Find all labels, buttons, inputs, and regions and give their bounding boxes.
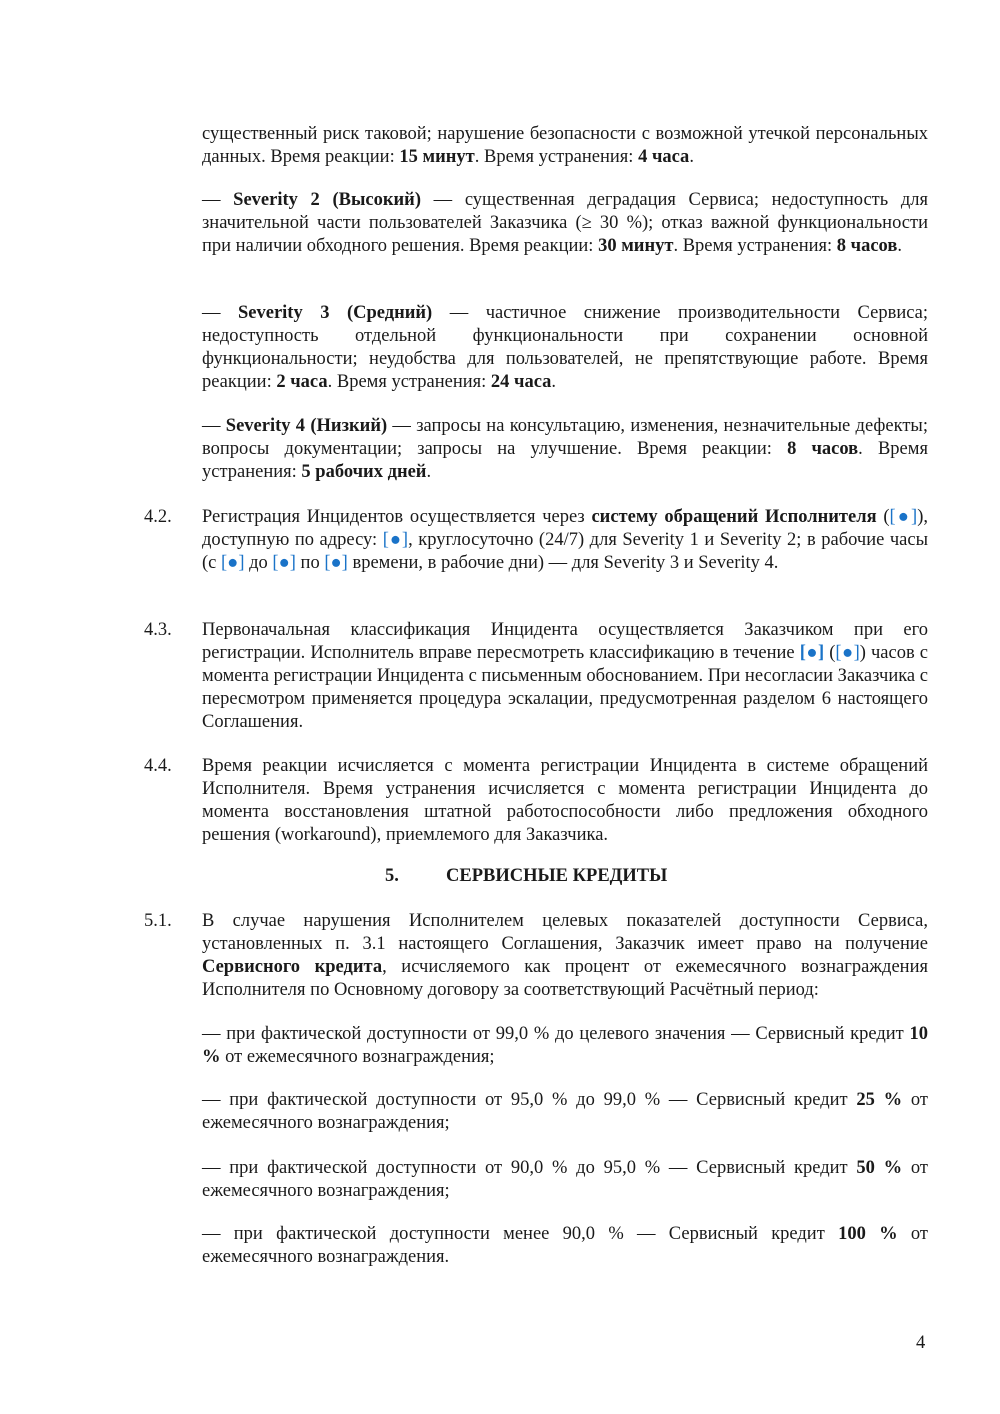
credit-tier-10 (202, 1023, 928, 1069)
bold-text: 24 часа (490, 372, 552, 392)
page-number: 4 (916, 1333, 926, 1353)
text-run: Время реакции исчисляется с момента регистрации Инцидента в системе обращений Исполнителя. Время устранения исчисляется с момента регистрации Инцидента до момента восстановления штатной работоспособности либо предложения обходного решения (workaround), приемлемого для Заказчика. (202, 756, 928, 845)
placeholder-marker: [●] (382, 530, 409, 550)
text-run: от ежемесячного вознаграждения. (202, 1224, 929, 1267)
severity-4-item (202, 415, 928, 484)
bold-text: 5 рабочих дней (301, 462, 427, 482)
text-run: от ежемесячного вознаграждения; (202, 1090, 929, 1133)
placeholder-marker: [●] (799, 643, 825, 663)
text-run: — (202, 416, 226, 436)
severity-3-item (202, 302, 928, 394)
severity-1-continuation (202, 123, 928, 169)
bold-text: 10 % (202, 1024, 928, 1067)
placeholder-marker: [●] (324, 553, 348, 573)
bold-text: 100 % (838, 1224, 898, 1244)
placeholder-marker: [●] (889, 507, 918, 527)
bold-text: 2 часа (276, 372, 328, 392)
clause-number-4-3: 4.3. (144, 620, 172, 640)
text-run: по (295, 553, 325, 573)
bold-text: 8 часов (787, 439, 859, 459)
bold-text: 30 минут (598, 236, 674, 256)
bold-text: 50 % (856, 1158, 903, 1178)
text-run: — (202, 190, 234, 210)
text-run: . (551, 372, 557, 392)
clause-number-4-4: 4.4. (144, 756, 172, 776)
clause-4-4-text (202, 755, 928, 847)
bold-text: систему обращений Исполнителя (591, 507, 877, 527)
text-run: ) часов с момента регистрации Инцидента с письменным обоснованием. При несогласии Заказчика с пересмотром применяется процедура эскалации, предусмотренная разделом 6 настоящего Соглашения. (202, 643, 928, 732)
bold-text: Сервисного кредита (202, 957, 383, 977)
credit-tier-50 (202, 1157, 928, 1203)
bold-text: Severity 2 (Высокий) (233, 190, 422, 210)
text-run: . Время устранения: (327, 372, 491, 392)
bold-text: 15 минут (399, 147, 475, 167)
bold-text: Severity 3 (Средний) (238, 303, 433, 323)
text-run: — частичное снижение производительности Сервиса; недоступность отдельной функциональности при сохранении основной функциональности; неудобства для пользователей, не препятствующие работе. Время реакции: (202, 303, 929, 392)
section-number: 5. (385, 866, 399, 886)
text-run: Регистрация Инцидентов осуществляется через (202, 507, 592, 527)
clause-number-4-2: 4.2. (144, 507, 172, 527)
text-run: Первоначальная классификация Инцидента осуществляется Заказчиком при его регистрации. Исполнитель вправе пересмотреть классификацию в течение (202, 620, 928, 663)
severity-2-item (202, 189, 928, 258)
bold-text: 25 % (856, 1090, 903, 1110)
text-run: ), доступную по адресу: (202, 507, 928, 550)
text-run: до (244, 553, 273, 573)
text-run: — при фактической доступности от 95,0 % до 99,0 % — Сервисный кредит (202, 1090, 857, 1110)
text-run: , исчисляемого как процент от ежемесячного вознаграждения Исполнителя по Основному договору за соответствующий Расчётный период: (202, 957, 928, 1000)
text-run: ( (824, 643, 836, 663)
bold-text: 8 часов (836, 236, 898, 256)
text-run: . (897, 236, 902, 256)
text-run: , круглосуточно (24/7) для Severity 1 и Severity 2; в рабочие часы (с (202, 530, 929, 573)
text-run: . Время устранения: (202, 439, 928, 482)
credit-tier-100 (202, 1223, 928, 1269)
text-run: — запросы на консультацию, изменения, незначительные дефекты; вопросы документации; запросы на улучшение. Время реакции: (202, 416, 928, 459)
placeholder-marker: [●] (221, 553, 245, 573)
text-run: — (202, 303, 238, 323)
text-run: ( (876, 507, 890, 527)
clause-5-1-text (202, 910, 928, 1002)
clause-4-2-text (202, 506, 928, 575)
text-run: времени, в рабочие дни) — для Severity 3 и Severity 4. (347, 553, 779, 573)
text-run: — существенная деградация Сервиса; недоступность для значительной части пользователей Заказчика (≥ 30 %); отказ важной функциональности при наличии обходного решения. Время реакции: (202, 190, 929, 256)
text-run: . Время устранения: (474, 147, 639, 167)
text-run: от ежемесячного вознаграждения; (220, 1047, 495, 1067)
clause-4-3-text (202, 619, 928, 734)
section-title: СЕРВИСНЫЕ КРЕДИТЫ (446, 866, 668, 886)
text-run: . (426, 462, 432, 482)
placeholder-marker: [●] (272, 553, 296, 573)
text-run: . Время устранения: (673, 236, 837, 256)
bold-text: 4 часа (638, 147, 690, 167)
text-run: В случае нарушения Исполнителем целевых показателей доступности Сервиса, установленных п. 3.1 настоящего Соглашения, Заказчик имеет право на получение (202, 911, 928, 954)
credit-tier-25 (202, 1089, 928, 1135)
text-run: — при фактической доступности менее 90,0 % — Сервисный кредит (202, 1224, 839, 1244)
text-run: — при фактической доступности от 90,0 % до 95,0 % — Сервисный кредит (202, 1158, 857, 1178)
bold-text: Severity 4 (Низкий) (225, 416, 388, 436)
clause-number-5-1: 5.1. (144, 911, 172, 931)
text-run: от ежемесячного вознаграждения; (202, 1158, 929, 1201)
text-run: . (689, 147, 694, 167)
text-run: — при фактической доступности от 99,0 % до целевого значения — Сервисный кредит (202, 1024, 910, 1044)
text-run: существенный риск таковой; нарушение безопасности с возможной утечкой персональных данных. Время реакции: (202, 124, 928, 167)
placeholder-marker: [●] (835, 643, 860, 663)
